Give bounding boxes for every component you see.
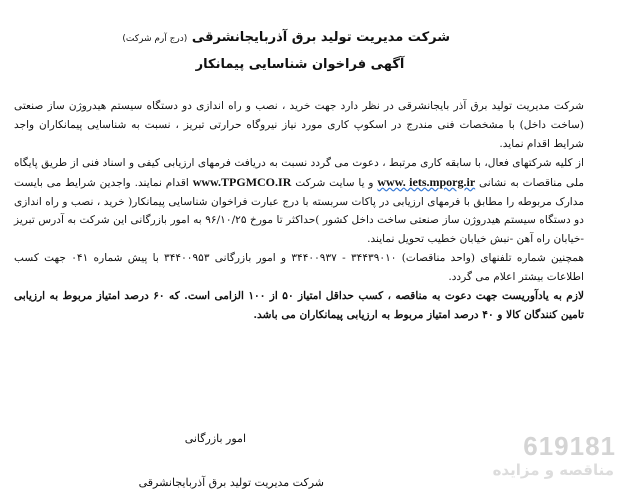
signature-company: شرکت مدیریت تولید برق آذربایجانشرقی (138, 476, 324, 489)
paragraph-intro: شرکت مدیریت تولید برق آذر بایجانشرقی در نظر دارد جهت خرید ، نصب و راه اندازی دو دستگاه سیستم هیدروژن ساز صنعتی (ساخت داخل) با مشخصات فنی مندرج در اسکوپ کاری مورد نیاز نیروگاه حرارتی تبریز ، نسبت به شناسایی پیمانکاران واجد شرایط اقدام نماید. (14, 100, 584, 150)
company-website-link[interactable]: www.TPGMCO.IR (192, 174, 292, 189)
notice-header (122, 30, 450, 72)
watermark-text: مناقصه و مزایده (492, 461, 614, 479)
company-name: شرکت مدیریت تولید برق آذربایجانشرقی (191, 30, 450, 45)
paragraph-invitation: از کلیه شرکتهای فعال، با سابقه کاری مرتبط ، دعوت می گردد نسبت به دریافت فرمهای ارزیابی کیفی و اسناد فنی از طریق پایگاه ملی مناقصات به نشانی www. iets.mporg.ir و یا سایت شرکت www.TPGMCO.IR اقدام نمایند. واجدین شرایط می بایست مدارک مربوطه را مطابق با فرمهای ارزیابی در پاکات سربسته با درج عبارت فراخوان شناسایی پیمانکار( خرید ، نصب و راه اندازی دو دستگاه سیستم هیدروژن ساز صنعتی ساخت داخل کشور )حداکثر تا مورخ ۹۶/۱۰/۲۵ به امور بازرگانی این شرکت به آدرس تبریز -خیابان راه آهن -نبش خیابان خطیب تحویل نمایند. (14, 156, 585, 246)
company-heading (122, 30, 450, 45)
watermark (466, 431, 616, 485)
notice-title: آگهی فراخوان شناسایی پیمانکار (195, 57, 405, 72)
signature-department: امور بازرگانی (184, 432, 246, 445)
watermark-number: 619181 (523, 431, 616, 461)
tender-portal-link[interactable]: www. iets.mporg.ir (377, 174, 476, 189)
paragraph-requirement: لازم به یادآوریست جهت دعوت به مناقصه ، کسب حداقل امتیاز ۵۰ از ۱۰۰ الزامی است. که ۶۰ درصد امتیاز مربوط به ارزیابی تامین کنندگان کالا و ۴۰ درصد امتیاز مربوط به ارزیابی پیمانکاران می باشد. (14, 290, 585, 321)
paragraph-contacts: همچنین شماره تلفنهای (واحد مناقصات) ۳۴۴۳۹۰۱۰ - ۳۴۴۰۰۹۳۷ و امور بازرگانی ۳۴۴۰۰۹۵۳ با پیش شماره ۰۴۱ جهت کسب اطلاعات بیشتر اعلام می گردد. (14, 252, 585, 284)
notice-body (14, 97, 584, 325)
logo-placeholder-note: (درج آرم شرکت) (122, 34, 188, 44)
